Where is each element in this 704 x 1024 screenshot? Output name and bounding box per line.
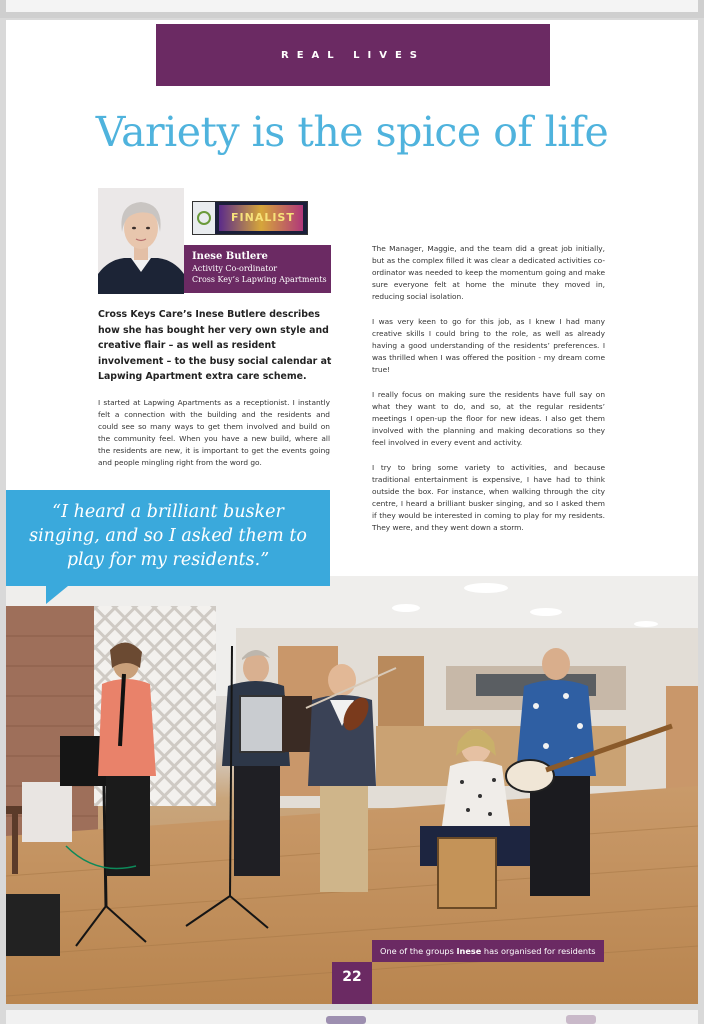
profile-location: Cross Key’s Lapwing Apartments: [192, 275, 327, 284]
magazine-page: [6, 20, 698, 1004]
caption-text: has organised for residents: [481, 946, 596, 956]
photo-caption: [372, 940, 604, 962]
portrait-photo: [98, 188, 184, 294]
pull-quote-box: [6, 490, 330, 586]
award-finalist-logo: [192, 201, 308, 235]
caption-name: Inese: [456, 946, 482, 956]
body-paragraph: I started at Lapwing Apartments as a receptionist. I instantly felt a connection with the building and the residents and could see so many ways to get them involved and build on the community feel. When you have a new build, where all the residents are new, it is important to get the events going and people mingling right from the word go.: [98, 398, 330, 467]
headline: Variety is the spice of life: [95, 108, 609, 156]
pull-quote: “I heard a brilliant busker singing, and so I asked them to play for my residents.”: [29, 502, 307, 570]
profile-role: Activity Co-ordinator: [192, 264, 278, 273]
caption-text: One of the groups: [380, 946, 457, 956]
intro-paragraph: Cross Keys Care’s Inese Butlere describes how she has bought her very own style and creative flair – as well as resident involvement – to the busy social calendar at Lapwing Apartment extra care scheme.: [98, 309, 332, 382]
body-paragraph: The Manager, Maggie, and the team did a great job initially, but as the complex filled it was clear a dedicated activities co-ordinator was needed to keep the momentum going and make sure everyone felt at home the minute they moved in, reducing social isolation.: [372, 244, 605, 301]
pull-quote-tail: [46, 586, 68, 604]
right-column: [372, 243, 605, 547]
section-label: REAL LIVES: [281, 49, 425, 61]
profile-name: Inese Butlere: [192, 251, 268, 262]
logo-text: FINALIST: [231, 211, 295, 224]
left-column: [98, 397, 330, 469]
section-band: [156, 24, 550, 86]
previous-page-edge: [0, 0, 704, 18]
body-paragraph: I really focus on making sure the residents have full say on what they want to do, and so, at the regular residents’ meetings I open-up the floor for new ideas. I also get them involved with the planning and making decorations so they feel involved in every event and activity.: [372, 390, 605, 447]
profile-name-box: [184, 245, 331, 293]
page-number: 22: [332, 962, 372, 1004]
body-paragraph: I was very keen to go for this job, as I knew I had many creative skills I could bring to the role, as well as already having a good understanding of the residents’ preferences. I was thrilled when I was offered the position - my dream come true!: [372, 317, 605, 374]
body-paragraph: I try to bring some variety to activities, and because traditional entertainment is expensive, I have had to think outside the box. For instance, when walking through the city centre, I heard a brilliant busker singing, and so I asked them if they would be interested in coming to play for my residents. They were, and they went down a storm.: [372, 463, 605, 532]
next-page-edge: [6, 1010, 698, 1024]
